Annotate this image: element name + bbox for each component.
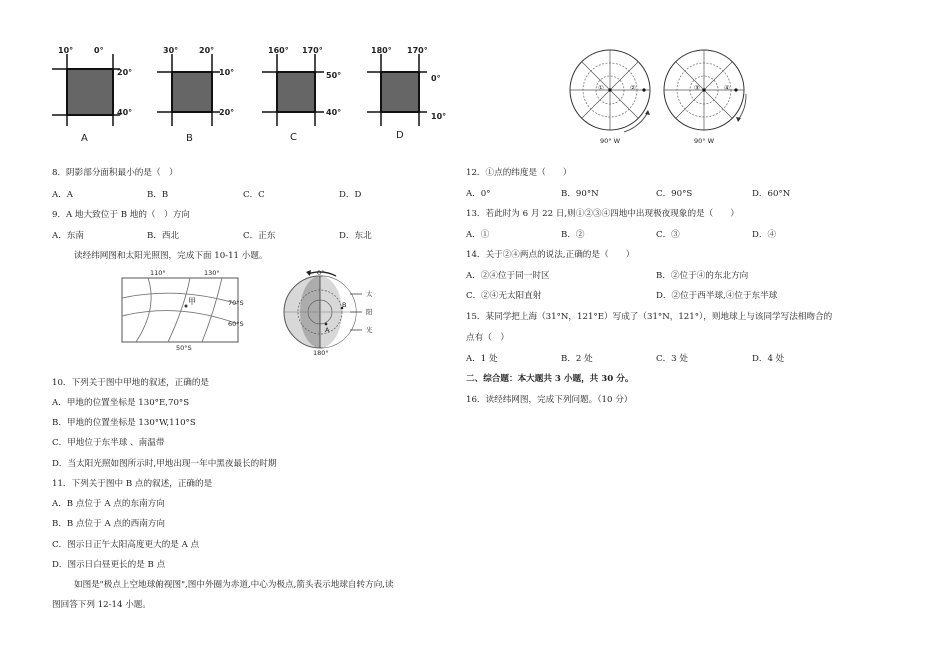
q11-option-d[interactable]: D．图示日白昼更长的是 B 点 (52, 560, 166, 570)
sun-point-b: B (342, 301, 347, 309)
q9-option-c[interactable]: C．正东 (243, 231, 276, 241)
q14-option-a[interactable]: A．②④位于同一时区 (466, 271, 550, 281)
grid-figure-a (50, 46, 140, 146)
q8-option-c[interactable]: C．C (243, 190, 265, 200)
grid-b-top-left: 30° (163, 46, 179, 55)
grid-a-top-left: 10° (58, 46, 74, 55)
q13-option-c[interactable]: C．③ (656, 230, 680, 240)
polar2-point-3: ③ (694, 84, 700, 92)
lat-lon-map (118, 268, 258, 354)
grid-d-caption: D (396, 130, 404, 141)
polar2-point-4: ④ (724, 84, 730, 92)
q10-option-c[interactable]: C．甲地位于东半球 、南温带 (52, 438, 165, 448)
grid-d-right-bottom: 10° (431, 112, 447, 121)
sun-char-3: 光 (366, 326, 373, 334)
grid-c-right-bottom: 40° (326, 108, 342, 117)
q15-stem-continued: 点有（ ） (466, 333, 509, 343)
q13-option-d[interactable]: D．④ (752, 230, 777, 240)
polar-diagram-2 (658, 48, 768, 142)
q12-option-b[interactable]: B．90°N (561, 189, 599, 199)
q9-stem: 9．A 地大致位于 B 地的（ ）方向 (52, 210, 190, 220)
q10-option-a[interactable]: A．甲地的位置坐标是 130°E,70°S (52, 398, 190, 408)
q14-option-b[interactable]: B．②位于④的东北方向 (656, 271, 749, 281)
grid-b-right-bottom: 20° (219, 108, 235, 117)
q13-option-a[interactable]: A．① (466, 230, 490, 240)
q10-stem: 10．下列关于图中甲地的叙述，正确的是 (52, 378, 210, 388)
q13-option-b[interactable]: B．② (561, 230, 585, 240)
intro-10-11: 读经纬网图和太阳光照图，完成下面 10-11 小题。 (74, 251, 268, 261)
section-2-heading: 二、综合题：本大题共 3 小题，共 30 分。 (466, 374, 634, 384)
sun-char-1: 太 (366, 290, 373, 298)
grid-b-right-top: 10° (219, 68, 235, 77)
polar-diagram-1 (564, 48, 664, 142)
q12-option-c[interactable]: C．90°S (656, 189, 693, 199)
polar1-label: 90° W (600, 137, 621, 145)
polar1-point-1: ① (598, 84, 604, 92)
grid-b-caption: B (186, 133, 193, 144)
q8-option-d[interactable]: D．D (339, 190, 362, 200)
q16-stem: 16．读经纬网图，完成下列问题。（10 分） (466, 395, 633, 405)
polar2-label: 90° W (694, 137, 715, 145)
q12-option-a[interactable]: A．0° (466, 189, 491, 199)
q11-stem: 11．下列关于图中 B 点的叙述，正确的是 (52, 479, 213, 489)
grid-c-caption: C (290, 132, 297, 143)
q11-option-b[interactable]: B．B 点位于 A 点的西南方向 (52, 519, 165, 529)
q11-option-a[interactable]: A．B 点位于 A 点的东南方向 (52, 499, 165, 509)
map-lon-right: 130° (204, 269, 220, 277)
q15-option-d[interactable]: D．4 处 (752, 354, 785, 364)
q8-option-a[interactable]: A．A (52, 190, 74, 200)
sun-char-2: 阳 (366, 308, 373, 316)
map-place-label: 甲 (188, 297, 196, 306)
q14-option-d[interactable]: D．②位于西半球,④位于东半球 (656, 291, 778, 301)
q12-option-d[interactable]: D．60°N (752, 189, 791, 199)
grid-figure-c (260, 46, 350, 146)
q14-stem: 14．关于②④两点的说法,正确的是（ ） (466, 250, 635, 260)
q11-option-c[interactable]: C．图示日正午太阳高度更大的是 A 点 (52, 540, 200, 550)
map-lat-bottom: 60°S (228, 320, 244, 328)
q10-option-b[interactable]: B．甲地的位置坐标是 130°W,110°S (52, 418, 196, 428)
q8-stem: 8．阴影部分面积最小的是（ ） (52, 168, 178, 178)
sunlight-figure (280, 268, 380, 358)
map-lat-base: 50°S (176, 344, 192, 352)
sunlight-diagram (280, 268, 380, 358)
q13-stem: 13．若此时为 6 月 22 日,则①②③④四地中出现极夜现象的是（ ） (466, 209, 740, 219)
q9-option-b[interactable]: B．西北 (147, 231, 180, 241)
grid-a-right-bottom: 40° (117, 108, 133, 117)
sun-top-label: 0° (317, 269, 325, 277)
grid-d-right-top: 0° (431, 74, 441, 83)
q15-option-a[interactable]: A．1 处 (466, 354, 498, 364)
grid-a-top-right: 0° (94, 46, 104, 55)
sun-point-a: A (325, 326, 330, 334)
grid-a-right-top: 20° (117, 68, 133, 77)
q9-option-d[interactable]: D．东北 (339, 231, 372, 241)
q10-option-d[interactable]: D．当太阳光照如图所示时,甲地出现一年中黑夜最长的时期 (52, 459, 277, 469)
intro-12-14-line2: 图回答下列 12-14 小题。 (52, 600, 151, 610)
grid-d-top-right: 170° (407, 46, 428, 55)
map-lon-left: 110° (150, 269, 166, 277)
q12-stem: 12．①点的纬度是（ ） (466, 168, 572, 178)
grid-d-top-left: 180° (371, 46, 392, 55)
polar1-point-2: ② (630, 84, 636, 92)
q14-option-c[interactable]: C．②④无太阳直射 (466, 291, 542, 301)
polar-figure-1 (564, 48, 664, 148)
grid-a-caption: A (81, 133, 88, 144)
grid-c-top-right: 170° (302, 46, 323, 55)
q8-option-b[interactable]: B．B (147, 190, 169, 200)
grid-b-top-right: 20° (199, 46, 215, 55)
grid-figure-b (155, 46, 245, 146)
q15-option-c[interactable]: C．3 处 (656, 354, 688, 364)
q15-stem: 15．某同学把上海（31°N，121°E）写成了（31°N，121°），则地球上与该同学写法相吻合的 (466, 312, 833, 322)
lat-lon-map-figure (118, 268, 258, 354)
q15-option-b[interactable]: B．2 处 (561, 354, 593, 364)
q9-option-a[interactable]: A．东南 (52, 231, 84, 241)
polar-figure-2 (658, 48, 768, 148)
grid-figure-d (365, 46, 455, 146)
intro-12-14-line1: 如图是"极点上空地球俯视图",图中外圈为赤道,中心为极点,箭头表示地球自转方向,读 (74, 580, 394, 590)
grid-c-right-top: 50° (326, 71, 342, 80)
map-lat-top: 70°S (228, 299, 244, 307)
grid-c-top-left: 160° (268, 46, 289, 55)
sun-bottom-label: 180° (313, 349, 329, 357)
